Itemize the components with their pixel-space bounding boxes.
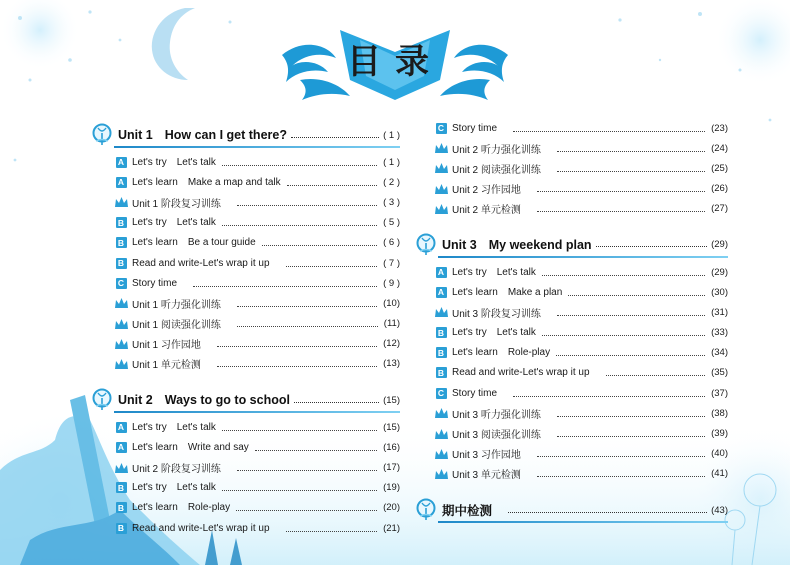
entry-marker — [112, 420, 130, 434]
balloon-pin-icon — [92, 388, 114, 412]
part-badge: B — [436, 367, 447, 378]
dot-leader — [222, 225, 377, 226]
crown-icon — [114, 196, 129, 208]
entry-title-part-a: Unit 1 听力强化训练 — [132, 299, 221, 311]
balloon-pin-icon — [416, 233, 438, 257]
unit-heading — [92, 387, 400, 413]
crown-icon — [434, 162, 449, 174]
toc-entry — [92, 518, 400, 538]
dot-leader — [193, 286, 377, 287]
dot-leader — [542, 275, 705, 276]
dot-leader — [237, 205, 377, 206]
toc-entry — [416, 423, 728, 443]
part-badge: B — [116, 217, 127, 228]
toc-entry — [416, 403, 728, 423]
entry-marker — [112, 337, 130, 351]
part-badge: B — [436, 347, 447, 358]
page-number: ( 6 ) — [383, 237, 400, 249]
entry-title-part-b: Role-play — [507, 347, 551, 359]
page-number: (11) — [383, 318, 400, 330]
page-number: (12) — [383, 338, 400, 350]
entry-marker — [432, 366, 450, 380]
toc-entry — [416, 302, 728, 322]
entry-title — [132, 237, 256, 248]
entry-title-part-b: Let's talk — [496, 327, 536, 339]
crown-icon — [434, 306, 449, 318]
dot-leader — [237, 470, 377, 471]
crown-icon — [434, 142, 449, 154]
entry-title — [452, 367, 600, 378]
dot-leader — [237, 326, 378, 327]
unit-heading — [416, 232, 728, 258]
toc-entry — [416, 464, 728, 484]
toc-entry — [416, 363, 728, 383]
toc-entry — [92, 417, 400, 437]
entry-title-part-a: Let's try — [132, 217, 167, 229]
dot-leader — [222, 165, 377, 166]
part-badge: A — [436, 287, 447, 298]
entry-title-part-b: Let's talk — [176, 421, 216, 433]
toc-entry — [92, 314, 400, 334]
unit-title — [118, 393, 290, 407]
toc-entry — [92, 192, 400, 212]
entry-title — [132, 258, 280, 269]
entry-marker — [432, 161, 450, 175]
unit-heading — [416, 497, 728, 523]
entry-title-part-a: Read and write-Let's wrap it up — [452, 367, 590, 379]
unit-name: How can I get there? — [164, 128, 287, 142]
crown-icon — [114, 297, 129, 309]
entry-title-part-a: Unit 1 单元检测 — [132, 360, 201, 372]
entry-marker — [112, 501, 130, 515]
entry-title — [452, 123, 507, 134]
entry-marker — [112, 216, 130, 230]
unit-name: My weekend plan — [488, 237, 592, 252]
entry-title — [132, 523, 280, 534]
dot-leader — [217, 346, 377, 347]
entry-title — [452, 466, 531, 481]
page-number: (25) — [711, 162, 728, 174]
entry-marker — [432, 447, 450, 461]
dot-leader — [537, 456, 705, 457]
entry-title — [452, 287, 562, 298]
toc-entry — [416, 343, 728, 363]
entry-marker — [432, 326, 450, 340]
entry-title-part-a: Unit 2 阅读强化训练 — [452, 164, 541, 176]
entry-title — [452, 347, 550, 358]
crown-icon — [434, 428, 449, 440]
toc-entry — [92, 457, 400, 477]
entry-title-part-b: Be a tour guide — [187, 237, 256, 249]
toc-left-column — [92, 118, 400, 538]
entry-title — [452, 426, 551, 441]
entry-title — [132, 177, 281, 188]
dot-leader — [222, 490, 377, 491]
title-banner — [0, 0, 790, 110]
entry-marker — [112, 276, 130, 290]
part-badge: A — [116, 157, 127, 168]
entry-marker — [432, 121, 450, 135]
unit-number: Unit 2 — [118, 393, 153, 408]
entry-title — [452, 267, 536, 278]
entry-title-part-a: Let's try — [132, 482, 167, 494]
toc-entry — [416, 158, 728, 178]
page-number: (19) — [383, 482, 400, 494]
toc-entry — [416, 199, 728, 219]
page-number: (33) — [711, 327, 728, 339]
page-number: ( 2 ) — [383, 176, 400, 188]
entry-title — [452, 141, 551, 156]
entry-title — [132, 442, 249, 453]
page-number: (38) — [711, 407, 728, 419]
dot-leader — [537, 476, 705, 477]
entry-title — [452, 406, 551, 421]
entry-title-part-a: Let's try — [452, 266, 487, 278]
toc-entry — [92, 273, 400, 293]
part-badge: B — [116, 482, 127, 493]
part-badge: B — [116, 258, 127, 269]
entry-title — [132, 482, 216, 493]
entry-marker — [112, 236, 130, 250]
unit-title — [442, 238, 592, 252]
entry-marker — [432, 427, 450, 441]
entry-marker — [112, 317, 130, 331]
dot-leader — [255, 450, 377, 451]
page-number: (27) — [711, 203, 728, 215]
toc-entry — [416, 282, 728, 302]
entry-title-part-a: Unit 1 阶段复习训练 — [132, 198, 221, 210]
toc-entry — [92, 334, 400, 354]
part-badge: B — [116, 523, 127, 534]
entry-title-part-a: Story time — [452, 387, 498, 399]
unit-title — [118, 128, 287, 142]
entry-title-part-b: Let's talk — [176, 156, 216, 168]
crown-icon — [114, 318, 129, 330]
dot-leader — [286, 531, 378, 532]
unit-title — [442, 501, 504, 519]
entry-marker — [432, 182, 450, 196]
crown-icon — [434, 448, 449, 460]
page-number: (41) — [711, 468, 728, 480]
entry-title-part-a: Unit 3 单元检测 — [452, 470, 521, 482]
heading-underline — [438, 256, 728, 258]
crown-icon — [114, 358, 129, 370]
entry-marker — [432, 265, 450, 279]
dot-leader — [294, 402, 379, 403]
toc-entry — [416, 118, 728, 138]
entry-title-part-b: Role-play — [187, 502, 231, 514]
toc-entry — [92, 437, 400, 457]
dot-leader — [557, 151, 705, 152]
entry-title-part-a: Let's learn — [132, 176, 178, 188]
dot-leader — [537, 191, 705, 192]
page-number: (31) — [711, 306, 728, 318]
toc-entry — [92, 213, 400, 233]
dot-leader — [557, 416, 705, 417]
page-number: (43) — [711, 504, 728, 516]
page-number: (21) — [383, 522, 400, 534]
page-number: (39) — [711, 428, 728, 440]
toc-entry — [416, 138, 728, 158]
entry-marker — [112, 440, 130, 454]
part-badge: A — [436, 267, 447, 278]
dot-leader — [237, 306, 377, 307]
crown-icon — [114, 338, 129, 350]
page-number: ( 3 ) — [383, 196, 400, 208]
unit-heading — [92, 122, 400, 148]
entry-title-part-b: Let's talk — [496, 266, 536, 278]
page-number: (29) — [711, 239, 728, 251]
page-number: (16) — [383, 441, 400, 453]
entry-title-part-a: Let's learn — [132, 441, 178, 453]
entry-title-part-a: Let's learn — [452, 347, 498, 359]
crown-icon — [434, 183, 449, 195]
dot-leader — [556, 355, 705, 356]
page-number: (30) — [711, 286, 728, 298]
entry-title-part-a: Unit 2 习作园地 — [452, 185, 521, 197]
heading-underline — [114, 146, 400, 148]
entry-marker — [432, 386, 450, 400]
part-badge: C — [436, 388, 447, 399]
entry-marker — [432, 285, 450, 299]
page-number: ( 7 ) — [383, 257, 400, 269]
entry-marker — [112, 521, 130, 535]
entry-marker — [112, 155, 130, 169]
toc-entry — [416, 383, 728, 403]
balloon-pin-icon — [416, 498, 438, 522]
toc-entry — [92, 172, 400, 192]
page-number: (40) — [711, 448, 728, 460]
crown-icon — [114, 462, 129, 474]
part-badge: C — [116, 278, 127, 289]
crown-icon — [434, 203, 449, 215]
entry-marker — [432, 406, 450, 420]
page-number: (26) — [711, 183, 728, 195]
page-number: ( 1 ) — [383, 156, 400, 168]
dot-leader — [286, 266, 378, 267]
dot-leader — [537, 211, 705, 212]
entry-marker — [432, 141, 450, 155]
entry-title — [132, 502, 230, 513]
dot-leader — [557, 171, 705, 172]
dot-leader — [508, 512, 707, 513]
dot-leader — [291, 137, 379, 138]
heading-underline — [438, 521, 728, 523]
page-number: (29) — [711, 266, 728, 278]
entry-title — [132, 217, 216, 228]
entry-marker — [432, 467, 450, 481]
entry-marker — [112, 357, 130, 371]
dot-leader — [557, 436, 705, 437]
entry-title-part-a: Let's try — [452, 327, 487, 339]
entry-title-part-a: Let's learn — [132, 502, 178, 514]
dot-leader — [513, 131, 705, 132]
page-number: (24) — [711, 142, 728, 154]
entry-title-part-a: Unit 3 阶段复习训练 — [452, 308, 541, 320]
entry-title-part-a: Unit 1 习作园地 — [132, 340, 201, 352]
part-badge: B — [116, 237, 127, 248]
entry-title-part-a: Story time — [452, 122, 498, 134]
entry-title-part-a: Let's try — [132, 421, 167, 433]
entry-title-part-b: Let's talk — [176, 482, 216, 494]
entry-title — [452, 161, 551, 176]
dot-leader — [596, 246, 708, 247]
entry-title-part-a: Let's try — [132, 156, 167, 168]
entry-title-part-a: Story time — [132, 277, 178, 289]
entry-title-part-a: Unit 3 习作园地 — [452, 450, 521, 462]
entry-marker — [112, 296, 130, 310]
entry-title-part-a: Unit 2 阶段复习训练 — [132, 464, 221, 476]
dot-leader — [262, 245, 377, 246]
entry-title — [132, 316, 231, 331]
entry-title-part-b: Make a map and talk — [187, 176, 281, 188]
dot-leader — [568, 295, 705, 296]
entry-title — [132, 195, 231, 210]
unit-name: Ways to go to school — [164, 393, 290, 408]
toc-entry — [92, 152, 400, 172]
page-number: (34) — [711, 347, 728, 359]
page-number: ( 1 ) — [383, 129, 400, 141]
dot-leader — [236, 510, 377, 511]
entry-marker — [432, 346, 450, 360]
toc-entry — [416, 262, 728, 282]
page-title: 目录 — [347, 42, 443, 82]
part-badge: B — [116, 502, 127, 513]
entry-marker — [112, 195, 130, 209]
entry-title — [132, 460, 231, 475]
entry-marker — [112, 481, 130, 495]
page-number: (13) — [383, 358, 400, 370]
toc-entry — [92, 354, 400, 374]
entry-title — [132, 336, 211, 351]
dot-leader — [222, 430, 377, 431]
dot-leader — [513, 396, 705, 397]
toc-entry — [92, 498, 400, 518]
page-number: (15) — [383, 421, 400, 433]
entry-title — [452, 201, 531, 216]
entry-marker — [432, 305, 450, 319]
toc-entry — [416, 323, 728, 343]
page-number: (37) — [711, 387, 728, 399]
page-number: (17) — [383, 462, 400, 474]
balloon-pin-icon — [92, 123, 114, 147]
entry-title-part-b: Write and say — [187, 441, 249, 453]
toc-right-column — [416, 118, 728, 527]
entry-title-part-b: Let's talk — [176, 217, 216, 229]
entry-title-part-a: Unit 2 单元检测 — [452, 205, 521, 217]
part-badge: A — [116, 422, 127, 433]
crown-icon — [434, 468, 449, 480]
entry-title — [132, 356, 211, 371]
dot-leader — [542, 335, 705, 336]
dot-leader — [287, 185, 377, 186]
page-number: (15) — [383, 394, 400, 406]
entry-title-part-b: Make a plan — [507, 286, 563, 298]
entry-title-part-a: Read and write-Let's wrap it up — [132, 257, 270, 269]
page-number: (10) — [383, 297, 400, 309]
entry-title-part-a: Let's learn — [132, 237, 178, 249]
entry-title — [452, 181, 531, 196]
unit-number: Unit 3 — [442, 237, 477, 252]
entry-marker — [432, 202, 450, 216]
entry-title-part-a: Unit 2 听力强化训练 — [452, 144, 541, 156]
toc-entry — [416, 444, 728, 464]
part-badge: B — [436, 327, 447, 338]
part-badge: A — [116, 442, 127, 453]
entry-title — [452, 446, 531, 461]
entry-title — [452, 327, 536, 338]
page-number: (35) — [711, 367, 728, 379]
entry-title-part-a: Unit 1 阅读强化训练 — [132, 320, 221, 332]
entry-marker — [112, 256, 130, 270]
dot-leader — [217, 366, 377, 367]
toc-entry — [92, 293, 400, 313]
page-number: (23) — [711, 122, 728, 134]
part-badge: C — [436, 123, 447, 134]
unit-number: 期中检测 — [442, 504, 493, 518]
dot-leader — [557, 315, 705, 316]
entry-title — [132, 278, 187, 289]
page-number: (20) — [383, 502, 400, 514]
heading-underline — [114, 411, 400, 413]
entry-title — [452, 305, 551, 320]
entry-title-part-a: Unit 3 听力强化训练 — [452, 409, 541, 421]
page-number: ( 5 ) — [383, 217, 400, 229]
toc-entry — [416, 179, 728, 199]
entry-title — [132, 422, 216, 433]
entry-marker — [112, 461, 130, 475]
part-badge: A — [116, 177, 127, 188]
entry-title — [132, 296, 231, 311]
dot-leader — [606, 375, 706, 376]
toc-entry — [92, 253, 400, 273]
toc-entry — [92, 478, 400, 498]
entry-title-part-a: Read and write-Let's wrap it up — [132, 522, 270, 534]
page-number: ( 9 ) — [383, 277, 400, 289]
entry-title-part-a: Let's learn — [452, 286, 498, 298]
entry-title-part-a: Unit 3 阅读强化训练 — [452, 430, 541, 442]
toc-entry — [92, 233, 400, 253]
entry-title — [452, 388, 507, 399]
unit-number: Unit 1 — [118, 128, 153, 142]
crown-icon — [434, 407, 449, 419]
entry-marker — [112, 175, 130, 189]
entry-title — [132, 157, 216, 168]
